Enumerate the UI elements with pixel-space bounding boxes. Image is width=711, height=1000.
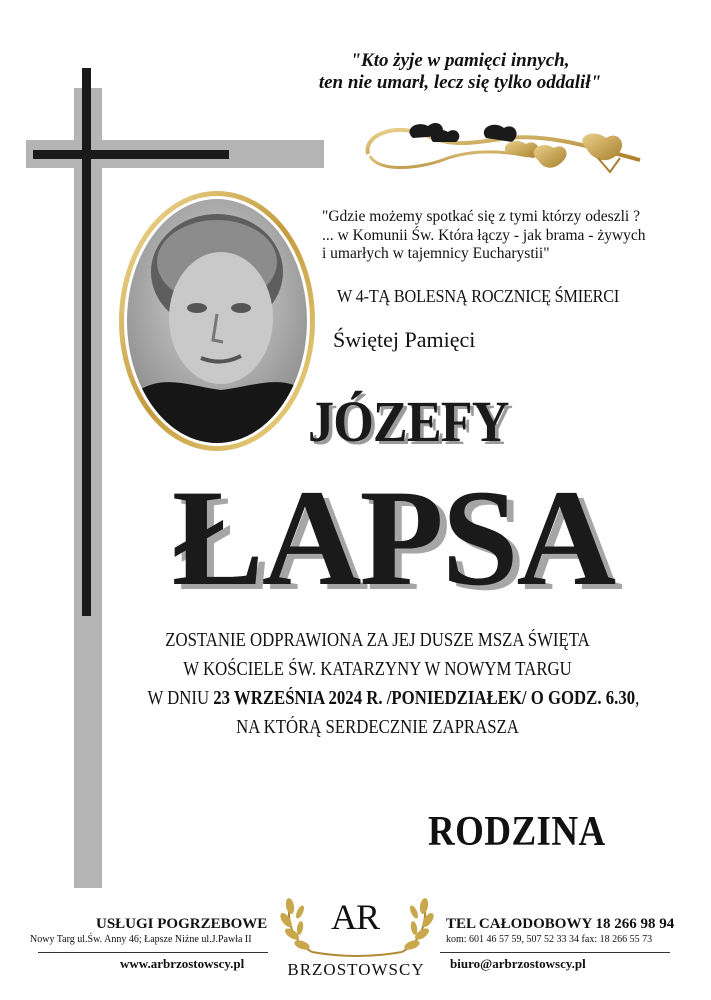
logo-name: BRZOSTOWSCY bbox=[287, 960, 425, 979]
mobile-numbers: kom: 601 46 57 59, 507 52 33 34 fax: 18 266 55 73 bbox=[446, 934, 653, 945]
logo-initials: AR bbox=[330, 897, 379, 937]
intro-quote-line-3: i umarłych w tajemnicy Eucharystii" bbox=[322, 245, 550, 262]
footer-divider-left bbox=[38, 952, 268, 953]
memory-line: Świętej Pamięci bbox=[333, 327, 476, 352]
services-title: USŁUGI POGRZEBOWE bbox=[96, 916, 268, 932]
last-name: ŁAPSA bbox=[171, 461, 615, 614]
phone-24h: TEL CAŁODOBOWY 18 266 98 94 bbox=[446, 916, 675, 932]
address: Nowy Targ ul.Św. Anny 46; Łapsze Niżne ul.J.Pawła II bbox=[30, 934, 252, 945]
website-link[interactable]: www.arbrzostowscy.pl bbox=[120, 956, 245, 971]
top-quote-line-2: ten nie umarł, lecz się tylko oddalił" bbox=[318, 72, 602, 93]
signature: RODZINA bbox=[428, 809, 606, 855]
date-suffix: , bbox=[635, 688, 640, 709]
first-name: JÓZEFY bbox=[308, 389, 509, 454]
top-quote bbox=[250, 50, 670, 94]
announcement-line-4: NA KTÓRĄ SERDECZNIE ZAPRASZA bbox=[236, 717, 519, 738]
email-link[interactable]: biuro@arbrzostowscy.pl bbox=[450, 956, 586, 971]
anniversary-line: W 4-TĄ BOLESNĄ ROCZNICĘ ŚMIERCI bbox=[337, 286, 620, 306]
announcement-line-3 bbox=[147, 684, 640, 713]
vine-ornament-icon bbox=[358, 112, 648, 187]
portrait-photo bbox=[117, 190, 317, 452]
announcement-line-1: ZOSTANIE ODPRAWIONA ZA JEJ DUSZE MSZA ŚWIĘTA bbox=[165, 630, 590, 651]
mass-date: 23 WRZEŚNIA 2024 R. /PONIEDZIAŁEK/ O GODZ. 6.30 bbox=[213, 688, 636, 709]
top-quote-line-1: "Kto żyje w pamięci innych, bbox=[350, 50, 570, 71]
footer-divider-right bbox=[440, 952, 670, 953]
intro-quote bbox=[322, 208, 692, 264]
cross-horizontal-beam bbox=[33, 150, 229, 159]
intro-quote-line-2: ... w Komunii Św. Która łączy - jak brama - żywych bbox=[322, 226, 646, 244]
date-prefix: W DNIU bbox=[147, 688, 214, 709]
announcement bbox=[110, 626, 645, 742]
intro-quote-line-1: "Gdzie możemy spotkać się z tymi którzy odeszli ? bbox=[322, 208, 640, 225]
announcement-line-2: W KOŚCIELE ŚW. KATARZYNY W NOWYM TARGU bbox=[183, 659, 572, 680]
